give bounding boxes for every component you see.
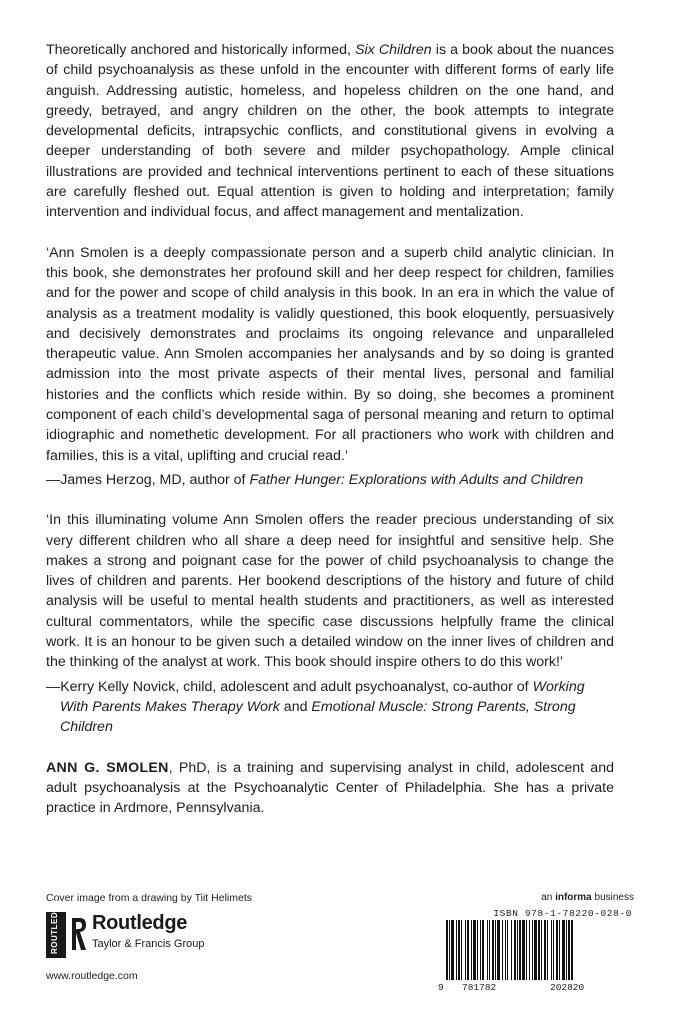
book-description: Theoretically anchored and historically informed, Six Children is a book about the nuances of child psychoanalysis as these unfold in the encounter with different forms of early life anguish. Addressing autistic, homeless, and hopeless children on the one hand, and greedy, betrayed, and angry children on the other, the book attempts to integrate developmental deficits, intrapsychic conflicts, and constitutional givens in evolving a deeper understanding of both severe and milder psychopathology. Ample clinical illustrations are provided and technical interventions pertinent to each of these situations are carefully fleshed out. Equal attention is given to holding and interpretation; family intervention and individual focus, and affect management and mentalization. <box>46 42 614 221</box>
cover-credit: Cover image from a drawing by Tiit Helimets <box>46 892 252 904</box>
book-title: Six Children <box>355 42 432 58</box>
barcode-block <box>432 892 634 992</box>
logo-mark-icon: ROUTLEDGE <box>46 912 66 958</box>
isbn-label: ISBN 978-1-78220-028-0 <box>493 908 632 919</box>
publisher-website: www.routledge.com <box>46 970 138 982</box>
routledge-logo <box>46 899 246 962</box>
publisher-name: Routledge <box>92 912 188 934</box>
endorsement-herzog: ‘Ann Smolen is a deeply compassionate person and a superb child analytic clinician. In this book, she demonstrates her profound skill and her deep respect for children, families and for the power and scope of child analysis in this book. In an era in which the value of analysis as a treatment modality is validly questioned, this book eloquently, persuasively and decisively demonstrates and proclaims its ongoing relevance and unparalleled therapeutic value. Ann Smolen accompanies her analysands and by so doing is granted admission into the most private aspects of their mental lives, personal and familial histories and the conflicts which reside within. By so doing, she becomes a prominent component of each child’s developmental saga of personal meaning and return to optimal idiographic and nomethetic development. For all practioners who work with children and families, this is a vital, uplifting and crucial read.’ <box>46 244 614 464</box>
barcode-digits-right: 202820 <box>550 982 585 993</box>
author-bio: ANN G. SMOLEN, PhD, is a training and supervising analyst in child, adolescent and adult psychoanalysis at the Psychoanalytic Center of Philadelphia. She has a private practice in Ardmore, Pennsylvania. <box>46 759 614 817</box>
endorsement-herzog-attribution: —James Herzog, MD, author of Father Hunger: Explorations with Adults and Children <box>46 471 584 488</box>
publisher-group: Taylor & Francis Group <box>92 938 205 950</box>
barcode-digit-first: 9 <box>438 982 444 993</box>
routledge-r-icon <box>70 914 88 954</box>
endorsement-novick: ‘In this illuminating volume Ann Smolen offers the reader precious understanding of six very different children who all share a deep need for insightful and sensitive help. She makes a strong and poignant case for the power of child psychoanalysis to change the lives of children and parents. Her bookend descriptions of the history and future of child analysis will be useful to mental health students and practitioners, as well as interested cultural commentators, while the specific case discussions helpfully frame the clinical work. It is an honour to be given such a detailed window on the inner lives of children and the thinking of the analyst at work. This book should inspire others to do this work!’ <box>46 512 614 671</box>
cover-footer <box>46 892 634 992</box>
back-cover-text <box>46 40 614 818</box>
informa-tagline: an informa business <box>541 892 634 903</box>
author-name: ANN G. SMOLEN <box>46 759 169 776</box>
endorsement-novick-attribution: —Kerry Kelly Novick, child, adolescent and adult psychoanalyst, co-author of Working With Parents Makes Therapy Work and Emotional Muscle: Strong Parents, Strong Children <box>46 678 585 736</box>
barcode-icon <box>432 920 634 980</box>
barcode-digits-left: 781782 <box>462 982 497 993</box>
